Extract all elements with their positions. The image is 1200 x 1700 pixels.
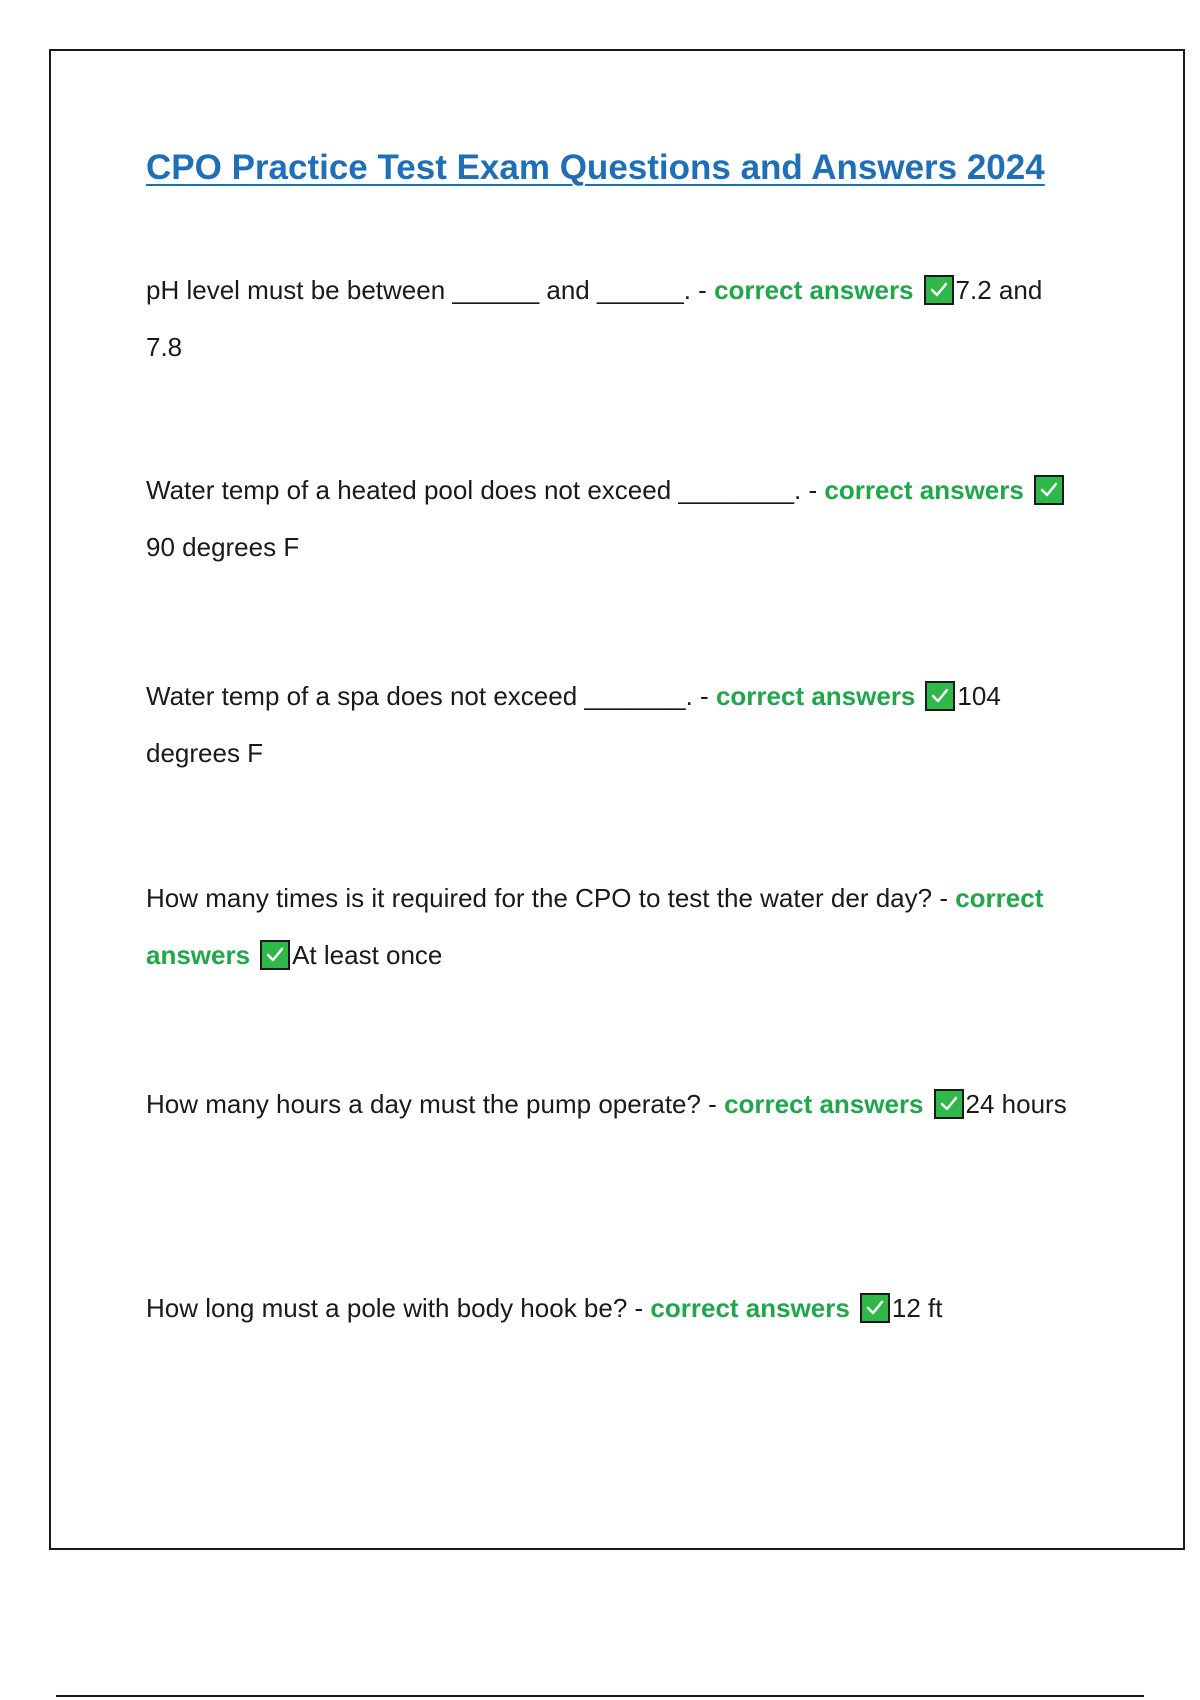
check-mark-icon — [860, 1293, 890, 1323]
answer-text: 90 degrees F — [146, 532, 300, 562]
question-text: How many hours a day must the pump operate? - — [146, 1089, 725, 1119]
check-mark-icon — [934, 1089, 964, 1119]
question-text: Water temp of a spa does not exceed _______. - — [146, 681, 716, 711]
question-text: How long must a pole with body hook be? - — [146, 1293, 651, 1323]
answer-text: 12 ft — [891, 1293, 943, 1323]
qa-item — [146, 462, 1076, 576]
check-mark-icon — [1034, 475, 1064, 505]
correct-answers-label: correct answers — [146, 883, 1044, 970]
check-mark-icon — [924, 275, 954, 305]
answer-text: At least once — [292, 940, 443, 970]
question-text: pH level must be between ______ and ______. - — [146, 275, 715, 305]
check-mark-icon — [260, 940, 290, 970]
footer-rule — [56, 1695, 1144, 1697]
check-mark-icon — [925, 681, 955, 711]
question-text: How many times is it required for the CPO to test the water der day? - — [146, 883, 956, 913]
correct-answers-label: correct answers — [714, 275, 914, 305]
document-title: CPO Practice Test Exam Questions and Answers 2024 — [146, 148, 1045, 187]
question-text: Water temp of a heated pool does not exceed ________. - — [146, 475, 825, 505]
answer-text: 104 degrees F — [146, 681, 1001, 768]
answer-text: 24 hours — [965, 1089, 1067, 1119]
correct-answers-label: correct answers — [715, 681, 916, 711]
answer-text: 7.2 and 7.8 — [146, 275, 1043, 362]
qa-item — [146, 1280, 1076, 1337]
correct-answers-label: correct answers — [724, 1089, 924, 1119]
qa-item — [146, 1076, 1076, 1133]
correct-answers-label: correct answers — [650, 1293, 850, 1323]
qa-item — [146, 668, 1076, 782]
qa-item — [146, 870, 1076, 984]
qa-item — [146, 262, 1076, 376]
correct-answers-label: correct answers — [824, 475, 1024, 505]
